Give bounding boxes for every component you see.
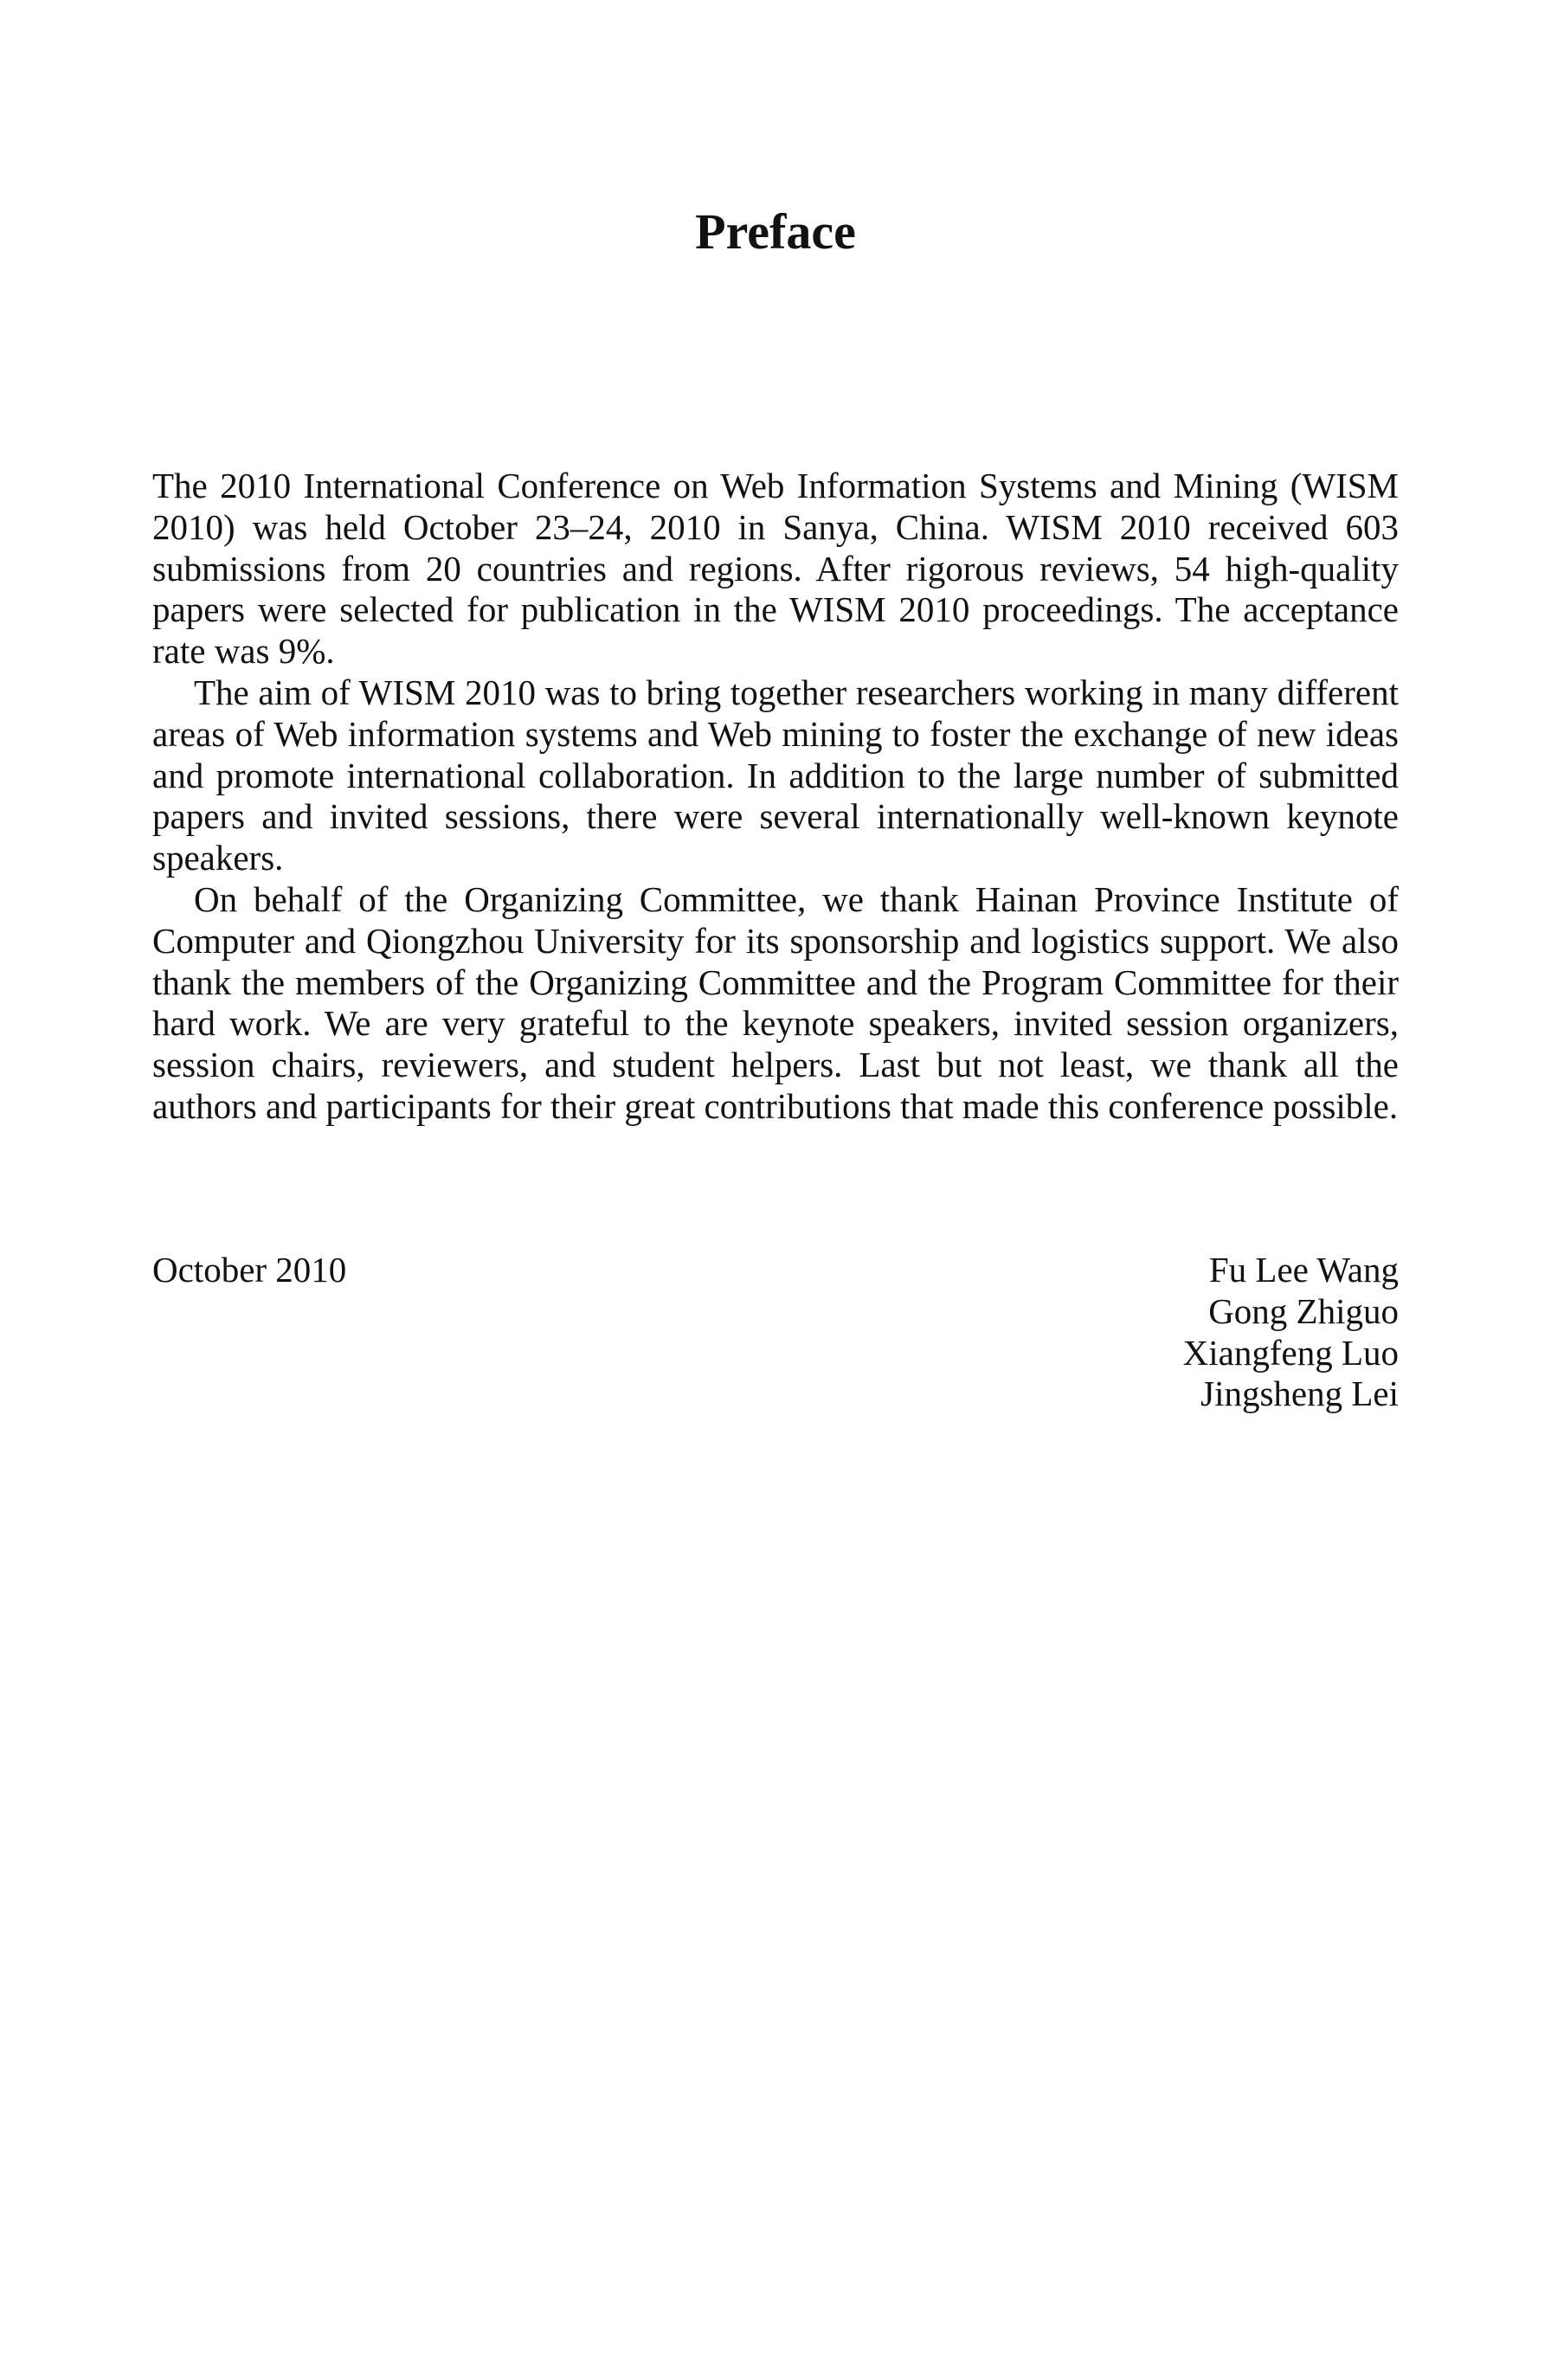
author-name: Xiangfeng Luo [1182,1332,1399,1373]
paragraph-aim: The aim of WISM 2010 was to bring together researchers working in many different areas of Web information systems and Web mining to foster the exchange of new ideas and promote international collaboration. In addition to the large number of submitted papers and invited sessions, there were several internationally well-known keynote speakers. [152,672,1399,878]
page-title: Preface [695,203,856,260]
author-name: Gong Zhiguo [1208,1290,1399,1331]
author-name: Fu Lee Wang [1208,1250,1399,1290]
paragraph-intro: The 2010 International Conference on Web Information Systems and Mining (WISM 2010) was held October 23–24, 2010 in Sanya, China. WISM 2010 received 603 submissions from 20 countries and regions. After rigorous reviews, 54 high-quality papers were selected for publication in the WISM 2010 proceedings. The acceptance rate was 9%. [152,466,1399,672]
preface-date: October 2010 [152,1250,347,1290]
paragraph-acknowledgements: On behalf of the Organizing Committee, we thank Hainan Province Institute of Computer and Qiongzhou University for its sponsorship and logistics support. We also thank the members of the Organizing Committee and the Program Committee for their hard work. We are very grateful to the keynote speakers, invited session organizers, session chairs, reviewers, and student helpers. Last but not least, we thank all the authors and participants for their great contributions that made this conference possible. [152,878,1399,1126]
preface-body [152,466,1399,1128]
author-list [1183,1250,1399,1415]
author-name: Jingsheng Lei [1200,1373,1399,1414]
